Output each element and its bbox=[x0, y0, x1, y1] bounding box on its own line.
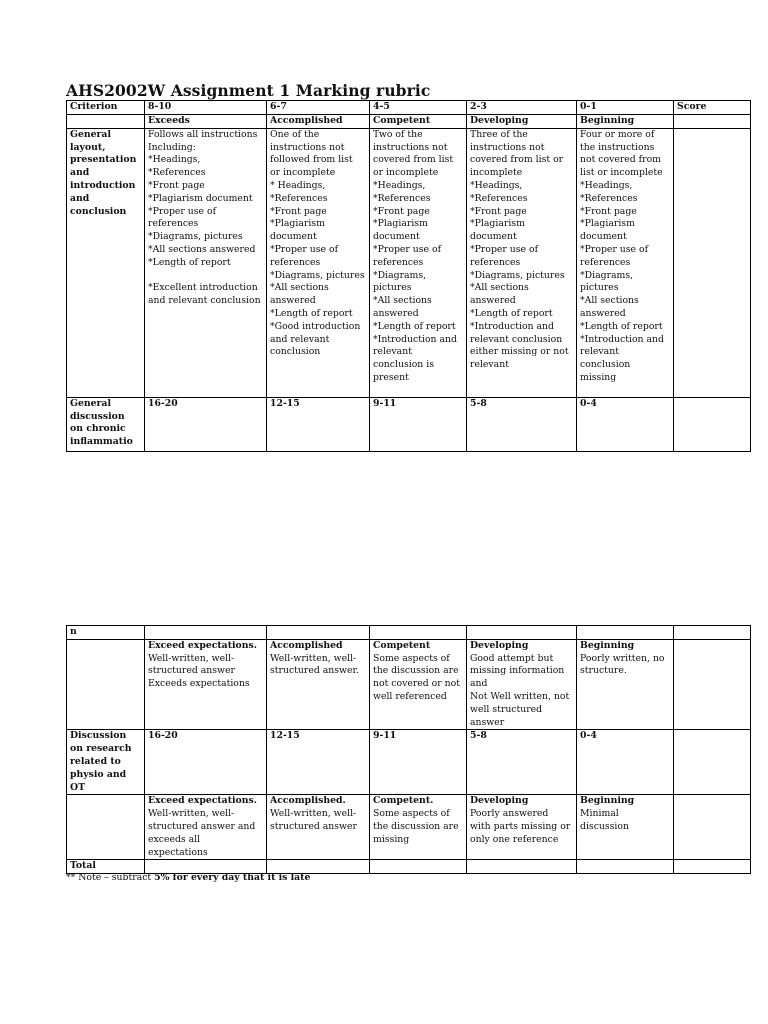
cell-score bbox=[674, 397, 751, 451]
level-heading: Exceed expectations. bbox=[148, 639, 257, 651]
cell-exceeds bbox=[145, 795, 267, 860]
level-heading: Developing bbox=[470, 795, 529, 807]
header-row-ranges bbox=[67, 101, 751, 115]
cell-developing bbox=[467, 639, 577, 730]
header-level-accomplished: Accomplished bbox=[267, 115, 370, 129]
header-range-beginning: 0-1 bbox=[577, 101, 674, 115]
level-description: Some aspects of the discussion are not covered or not well referenced bbox=[373, 652, 461, 702]
level-description: Well-written, well- structured answer. bbox=[270, 652, 359, 677]
cell-exceeds bbox=[145, 639, 267, 730]
cell-points-beginning: 0-4 bbox=[577, 730, 674, 795]
criterion-general-discussion: General discussion on chronic inflammatio bbox=[67, 397, 145, 451]
marking-rubric-table-continued bbox=[66, 625, 751, 874]
table-row-continued bbox=[67, 626, 751, 640]
cell-beginning bbox=[577, 639, 674, 730]
header-level-blank bbox=[67, 115, 145, 129]
cell-accomplished bbox=[267, 639, 370, 730]
note-penalty: 5% for every day that it is late bbox=[154, 872, 311, 883]
cell-score bbox=[674, 730, 751, 795]
level-heading: Exceed expectations. bbox=[148, 795, 257, 807]
cell-exceeds: Follows all instructions Including: *Headings, *References *Front page *Plagiarism document *Proper use of references *Diagrams, pictures *All sections answered *Length of report *Excellent introduction and relevant conclusion bbox=[145, 128, 267, 397]
cell-score bbox=[674, 639, 751, 730]
level-description: Poorly written, no structure. bbox=[580, 652, 665, 677]
criterion-blank bbox=[67, 795, 145, 860]
table-row-discussion-description bbox=[67, 639, 751, 730]
cell-points-accomplished: 12-15 bbox=[267, 397, 370, 451]
cell-score bbox=[674, 795, 751, 860]
cell-points-developing: 5-8 bbox=[467, 397, 577, 451]
level-heading: Beginning bbox=[580, 795, 635, 807]
level-heading: Competent. bbox=[373, 795, 434, 807]
cell-accomplished bbox=[267, 795, 370, 860]
cell-score bbox=[674, 128, 751, 397]
late-penalty-note bbox=[66, 872, 310, 883]
cell-points-accomplished: 12-15 bbox=[267, 730, 370, 795]
cell-competent bbox=[370, 795, 467, 860]
note-prefix: ** Note – subtract bbox=[66, 872, 155, 883]
header-level-score-blank bbox=[674, 115, 751, 129]
cell-beginning bbox=[577, 795, 674, 860]
level-description: Poorly answered with parts missing or only one reference bbox=[470, 808, 571, 845]
cell-accomplished: One of the instructions not followed from list or incomplete * Headings, *References *Front page *Plagiarism document *Proper use of references *Diagrams, pictures *All sections answered *Length of report *Good introduction and relevant conclusion bbox=[267, 128, 370, 397]
cell-total-score bbox=[674, 860, 751, 874]
header-score: Score bbox=[674, 101, 751, 115]
cell-points-competent: 9-11 bbox=[370, 730, 467, 795]
table-row-research-description bbox=[67, 795, 751, 860]
cell-beginning: Four or more of the instructions not covered from list or incomplete *Headings, *References *Front page *Plagiarism document *Proper use of references *Diagrams, pictures *All sections answered *Length of report *Introduction and relevant conclusion missing bbox=[577, 128, 674, 397]
cell-developing bbox=[467, 795, 577, 860]
level-description: Minimal discussion bbox=[580, 808, 629, 832]
header-range-accomplished: 6-7 bbox=[267, 101, 370, 115]
marking-rubric-table bbox=[66, 100, 751, 452]
header-row-levels bbox=[67, 115, 751, 129]
header-level-beginning: Beginning bbox=[577, 115, 674, 129]
header-criterion: Criterion bbox=[67, 101, 145, 115]
cell-points-exceeds: 16-20 bbox=[145, 397, 267, 451]
header-range-competent: 4-5 bbox=[370, 101, 467, 115]
level-description: Some aspects of the discussion are missing bbox=[373, 808, 459, 845]
cell-points-developing: 5-8 bbox=[467, 730, 577, 795]
level-heading: Competent bbox=[373, 639, 431, 651]
level-heading: Accomplished bbox=[270, 639, 343, 651]
cell-competent bbox=[370, 639, 467, 730]
header-range-developing: 2-3 bbox=[467, 101, 577, 115]
level-description: Good attempt but missing information and Not Well written, not well structured answer bbox=[470, 652, 570, 728]
cell-points-competent: 9-11 bbox=[370, 397, 467, 451]
header-range-exceeds: 8-10 bbox=[145, 101, 267, 115]
criterion-blank bbox=[67, 639, 145, 730]
level-description: Well-written, well- structured answer Exceeds expectations bbox=[148, 652, 250, 690]
criterion-general-layout: General layout, presentation and introduction and conclusion bbox=[67, 128, 145, 397]
table-row-research bbox=[67, 730, 751, 795]
cell-points-exceeds: 16-20 bbox=[145, 730, 267, 795]
level-description: Well-written, well- structured answer and exceeds all expectations bbox=[148, 808, 256, 858]
level-heading: Beginning bbox=[580, 639, 635, 651]
table-row-general-discussion bbox=[67, 397, 751, 451]
cell-points-beginning: 0-4 bbox=[577, 397, 674, 451]
level-heading: Developing bbox=[470, 639, 529, 651]
cell-competent: Two of the instructions not covered from list or incomplete *Headings, *References *Front page *Plagiarism document *Proper use of references *Diagrams, pictures *All sections answered *Length of report *Introduction and relevant conclusion is present bbox=[370, 128, 467, 397]
level-heading: Accomplished. bbox=[270, 795, 346, 807]
table-row-general-layout bbox=[67, 128, 751, 397]
header-level-exceeds: Exceeds bbox=[145, 115, 267, 129]
total-label: Total bbox=[67, 860, 145, 874]
criterion-research: Discussion on research related to physio and OT bbox=[67, 730, 145, 795]
level-description: Well-written, well- structured answer bbox=[270, 808, 357, 832]
page-title: AHS2002W Assignment 1 Marking rubric bbox=[66, 81, 431, 100]
criterion-continued: n bbox=[67, 626, 145, 640]
header-level-competent: Competent bbox=[370, 115, 467, 129]
cell-developing: Three of the instructions not covered from list or incomplete *Headings, *References *Front page *Plagiarism document *Proper use of references *Diagrams, pictures *All sections answered *Length of report *Introduction and relevant conclusion either missing or not relevant bbox=[467, 128, 577, 397]
header-level-developing: Developing bbox=[467, 115, 577, 129]
